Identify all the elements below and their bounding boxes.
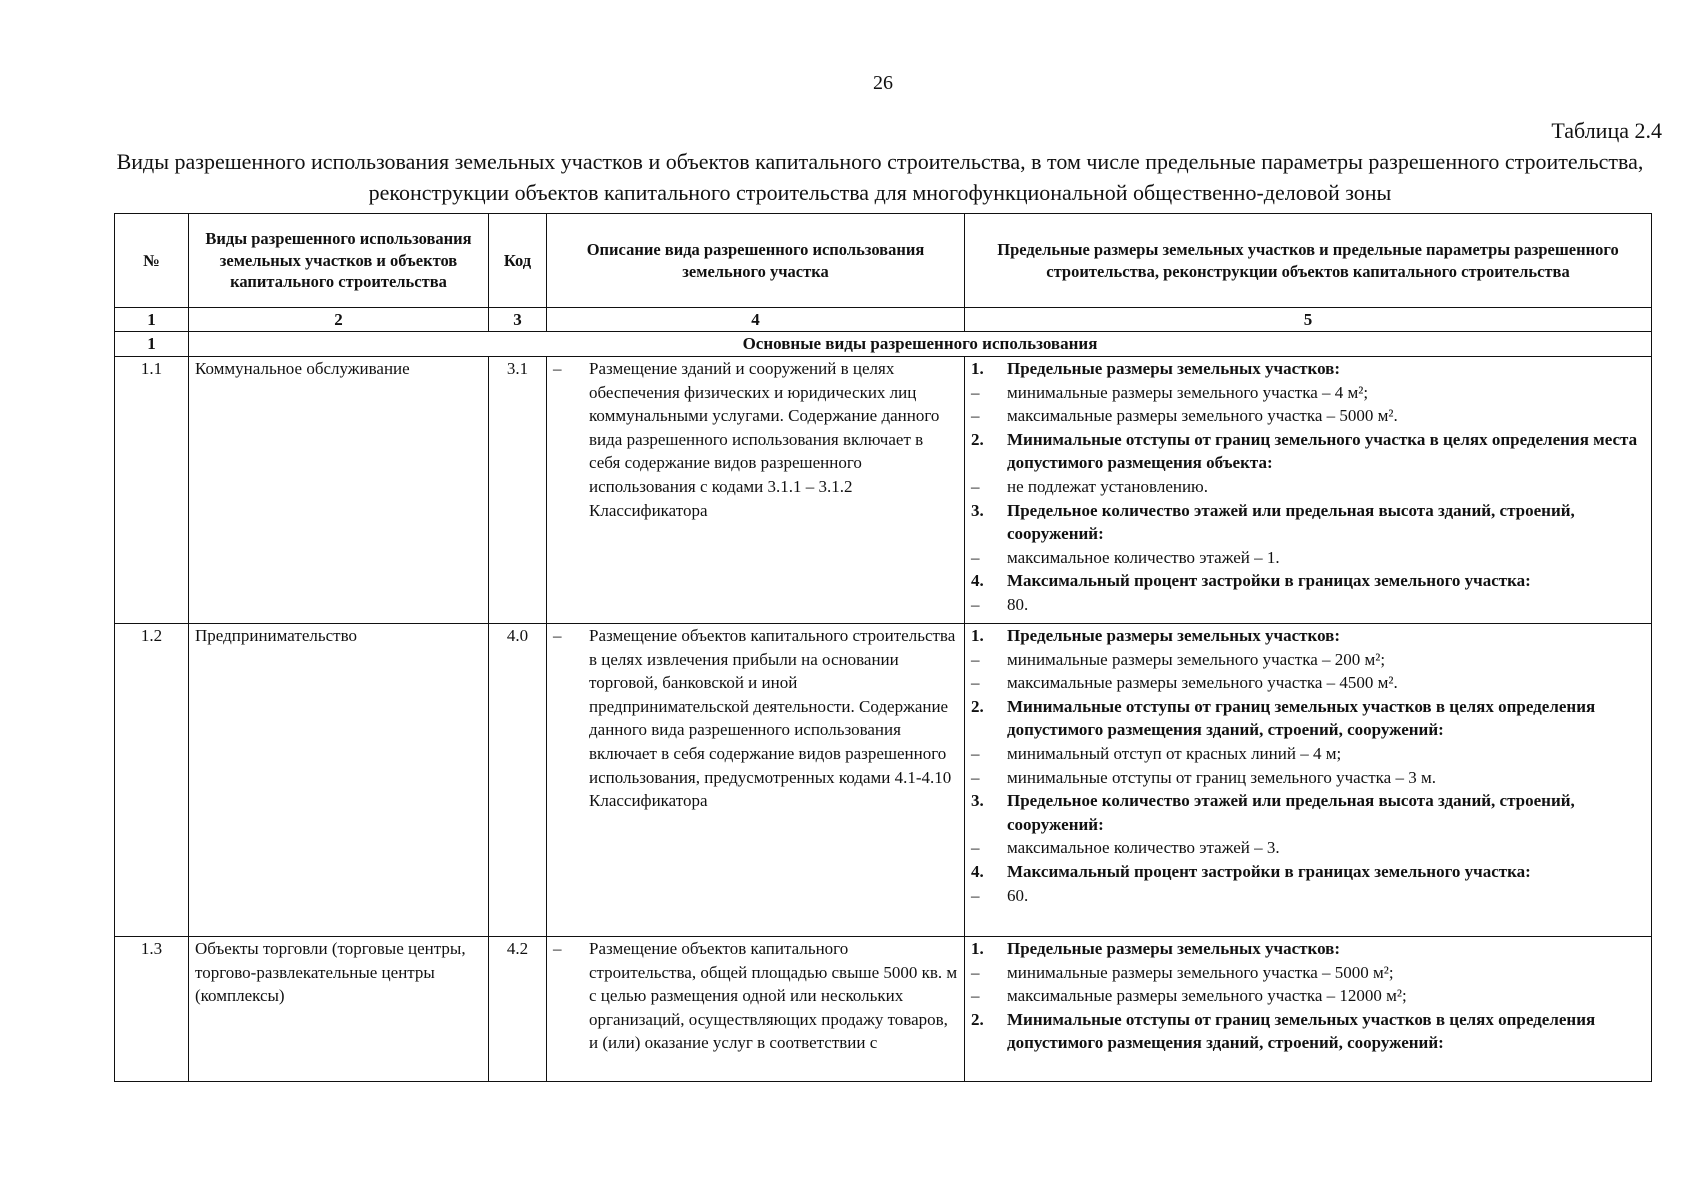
list-item: – минимальные отступы от границ земельного участка – 3 м. xyxy=(971,767,1436,787)
parameters-list xyxy=(971,937,1645,1055)
use-type-name: Предпринимательство xyxy=(189,624,489,937)
row-number: 1.3 xyxy=(115,937,189,1082)
list-item: 2. Минимальные отступы от границ земельных участков в целях определения допустимого размещения зданий, строений, сооружений: xyxy=(971,696,1596,740)
use-description: Размещение зданий и сооружений в целях обеспечения физических и юридических лиц коммунальными услугами. Содержание данного вида разрешенного использования включает в себя содержание видов разрешенного использования с кодами 3.1.1 – 3.1.2 Классификатора xyxy=(589,359,940,520)
use-code: 4.0 xyxy=(489,624,547,937)
list-item: – максимальные размеры земельного участка – 4500 м². xyxy=(971,673,1398,693)
table-row xyxy=(115,937,1652,1082)
use-type-name: Объекты торговли (торговые центры, торгово-развлекательные центры (комплексы) xyxy=(189,937,489,1082)
use-type-name: Коммунальное обслуживание xyxy=(189,357,489,624)
list-item: – максимальное количество этажей – 1. xyxy=(971,547,1280,567)
column-number-row xyxy=(115,308,1652,332)
section-row xyxy=(115,332,1652,357)
parameters-cell xyxy=(965,937,1652,1082)
list-item: – 80. xyxy=(971,594,1029,614)
list-item: – минимальный отступ от красных линий – 4 м; xyxy=(971,743,1342,763)
header-code: Код xyxy=(489,214,547,308)
table-label: Таблица 2.4 xyxy=(1551,118,1662,143)
row-number: 1.1 xyxy=(115,357,189,624)
list-item: – максимальные размеры земельного участка – 12000 м²; xyxy=(971,986,1407,1006)
use-description: Размещение объектов капитального строительства в целях извлечения прибыли на основании торговой, банковской и иной предпринимательской деятельности. Содержание данного вида разрешенного использования включает в себя содержание видов разрешенного использования, предусмотренных кодами 4.1-4.10 Классификатора xyxy=(589,626,956,811)
header-description: Описание вида разрешенного использования земельного участка xyxy=(547,214,965,308)
use-description-cell xyxy=(547,624,965,937)
parameters-list xyxy=(971,357,1645,617)
table-row xyxy=(115,357,1652,624)
page-number: 26 xyxy=(873,72,893,94)
list-item: – 60. xyxy=(971,885,1029,905)
table-header-row xyxy=(115,214,1652,308)
parameters-cell xyxy=(965,624,1652,937)
list-item: 2. Минимальные отступы от границ земельных участков в целях определения допустимого размещения зданий, строений, сооружений: xyxy=(971,1009,1596,1053)
use-code: 4.2 xyxy=(489,937,547,1082)
table-row xyxy=(115,624,1652,937)
list-item: 2. Минимальные отступы от границ земельного участка в целях определения места допустимого размещения объекта: xyxy=(971,429,1638,473)
use-description-cell xyxy=(547,937,965,1082)
header-number: № xyxy=(115,214,189,308)
list-item: – максимальное количество этажей – 3. xyxy=(971,838,1280,858)
dash-marker: – xyxy=(553,359,562,378)
regulations-table xyxy=(114,213,1652,1082)
list-item: 1. Предельные размеры земельных участков: xyxy=(971,939,1341,958)
parameters-list xyxy=(971,624,1645,907)
list-item: 3. Предельное количество этажей или предельная высота зданий, строений, сооружений: xyxy=(971,500,1575,544)
column-number: 4 xyxy=(547,308,965,332)
header-use-type: Виды разрешенного использования земельных участков и объектов капитального строительства xyxy=(189,214,489,308)
section-number: 1 xyxy=(115,332,189,357)
header-parameters: Предельные размеры земельных участков и предельные параметры разрешенного строительства, реконструкции объектов капитального строительства xyxy=(965,214,1652,308)
column-number: 1 xyxy=(115,308,189,332)
table-title: Виды разрешенного использования земельных участков и объектов капитального строительства, в том числе предельные параметры разрешенного строительства, реконструкции объектов капитального строительства для многофункциональной общественно-деловой зоны xyxy=(116,149,1644,205)
row-number: 1.2 xyxy=(115,624,189,937)
list-item: 1. Предельные размеры земельных участков: xyxy=(971,626,1341,645)
list-item: – не подлежат установлению. xyxy=(971,476,1209,496)
list-item: – минимальные размеры земельного участка – 200 м²; xyxy=(971,649,1386,669)
dash-marker: – xyxy=(553,939,562,958)
list-item: 4. Максимальный процент застройки в границах земельного участка: xyxy=(971,571,1531,591)
list-item: – минимальные размеры земельного участка – 5000 м²; xyxy=(971,962,1394,982)
list-item: 1. Предельные размеры земельных участков: xyxy=(971,359,1341,378)
use-description-cell xyxy=(547,357,965,624)
column-number: 3 xyxy=(489,308,547,332)
section-title: Основные виды разрешенного использования xyxy=(189,332,1652,357)
dash-marker: – xyxy=(553,626,562,645)
parameters-cell xyxy=(965,357,1652,624)
column-number: 2 xyxy=(189,308,489,332)
use-code: 3.1 xyxy=(489,357,547,624)
list-item: 4. Максимальный процент застройки в границах земельного участка: xyxy=(971,861,1531,881)
list-item: – минимальные размеры земельного участка – 4 м²; xyxy=(971,382,1369,402)
use-description: Размещение объектов капитального строительства, общей площадью свыше 5000 кв. м с целью размещения одной или нескольких организаций, осуществляющих продажу товаров, и (или) оказание услуг в соответствии с xyxy=(589,939,958,1053)
column-number: 5 xyxy=(965,308,1652,332)
list-item: 3. Предельное количество этажей или предельная высота зданий, строений, сооружений: xyxy=(971,791,1575,834)
list-item: – максимальные размеры земельного участка – 5000 м². xyxy=(971,406,1398,426)
